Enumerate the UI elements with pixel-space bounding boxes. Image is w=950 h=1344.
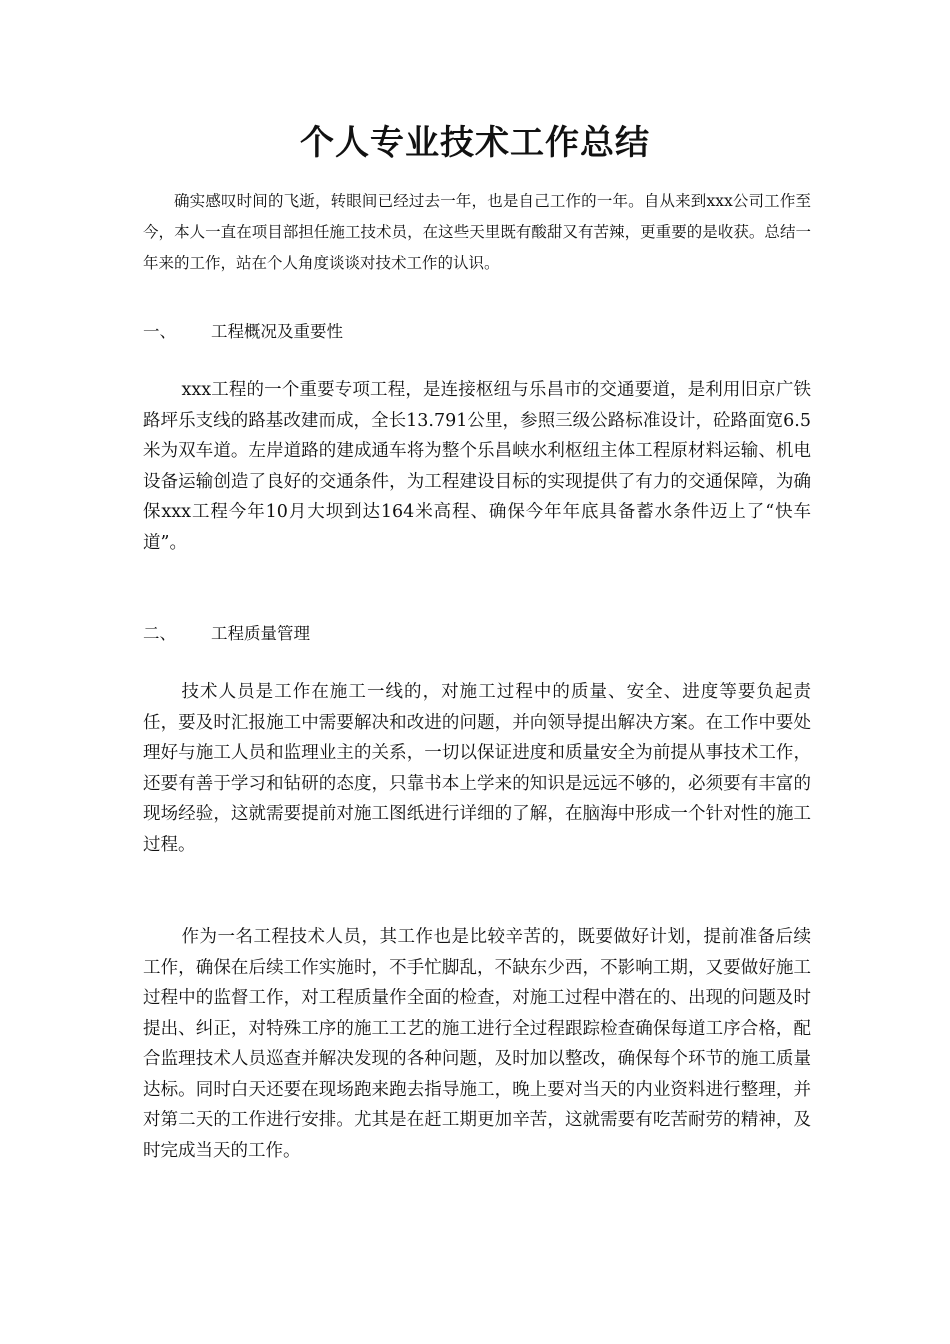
section-number-2: 二、	[143, 624, 176, 643]
intro-paragraph: 确实感叹时间的飞逝，转眼间已经过去一年，也是自己工作的一年。自从来到xxx公司工作至今，本人一直在项目部担任施工技术员，在这些天里既有酸甜又有苦辣，更重要的是收获。总结一年来的工作，站在个人角度谈谈对技术工作的认识。	[143, 192, 811, 272]
section-heading-2	[143, 620, 310, 648]
section-heading-text-2: 工程质量管理	[211, 624, 310, 643]
section-number-1: 一、	[143, 322, 176, 341]
document-title: 个人专业技术工作总结	[300, 123, 650, 163]
section-heading-1	[143, 318, 343, 346]
section-2-paragraph-2: 作为一名工程技术人员，其工作也是比较辛苦的，既要做好计划，提前准备后续工作，确保在后续工作实施时，不手忙脚乱，不缺东少西，不影响工期，又要做好施工过程中的监督工作，对工程质量作全面的检查，对施工过程中潜在的、出现的问题及时提出、纠正，对特殊工序的施工工艺的施工进行全过程跟踪检查确保每道工序合格，配合监理技术人员巡查并解决发现的各种问题，及时加以整改，确保每个环节的施工质量达标。同时白天还要在现场跑来跑去指导施工，晚上要对当天的内业资料进行整理，并对第二天的工作进行安排。尤其是在赶工期更加辛苦，这就需要有吃苦耐劳的精神，及时完成当天的工作。	[143, 927, 811, 1161]
section-1-paragraph: xxx工程的一个重要专项工程，是连接枢纽与乐昌市的交通要道，是利用旧京广铁路坪乐支线的路基改建而成，全长13.791公里，参照三级公路标准设计，砼路面宽6.5米为双车道。左岸道路的建成通车将为整个乐昌峡水利枢纽主体工程原材料运输、机电设备运输创造了良好的交通条件，为工程建设目标的实现提供了有力的交通保障，为确保xxx工程今年10月大坝到达164米高程、确保今年年底具备蓄水条件迈上了“快车道”。	[143, 380, 811, 553]
section-2-paragraph-1: 技术人员是工作在施工一线的，对施工过程中的质量、安全、进度等要负起责任，要及时汇报施工中需要解决和改进的问题，并向领导提出解决方案。在工作中要处理好与施工人员和监理业主的关系，一切以保证进度和质量安全为前提从事技术工作，还要有善于学习和钻研的态度，只靠书本上学来的知识是远远不够的，必须要有丰富的现场经验，这就需要提前对施工图纸进行详细的了解，在脑海中形成一个针对性的施工过程。	[143, 682, 811, 855]
section-heading-text-1: 工程概况及重要性	[211, 322, 343, 341]
